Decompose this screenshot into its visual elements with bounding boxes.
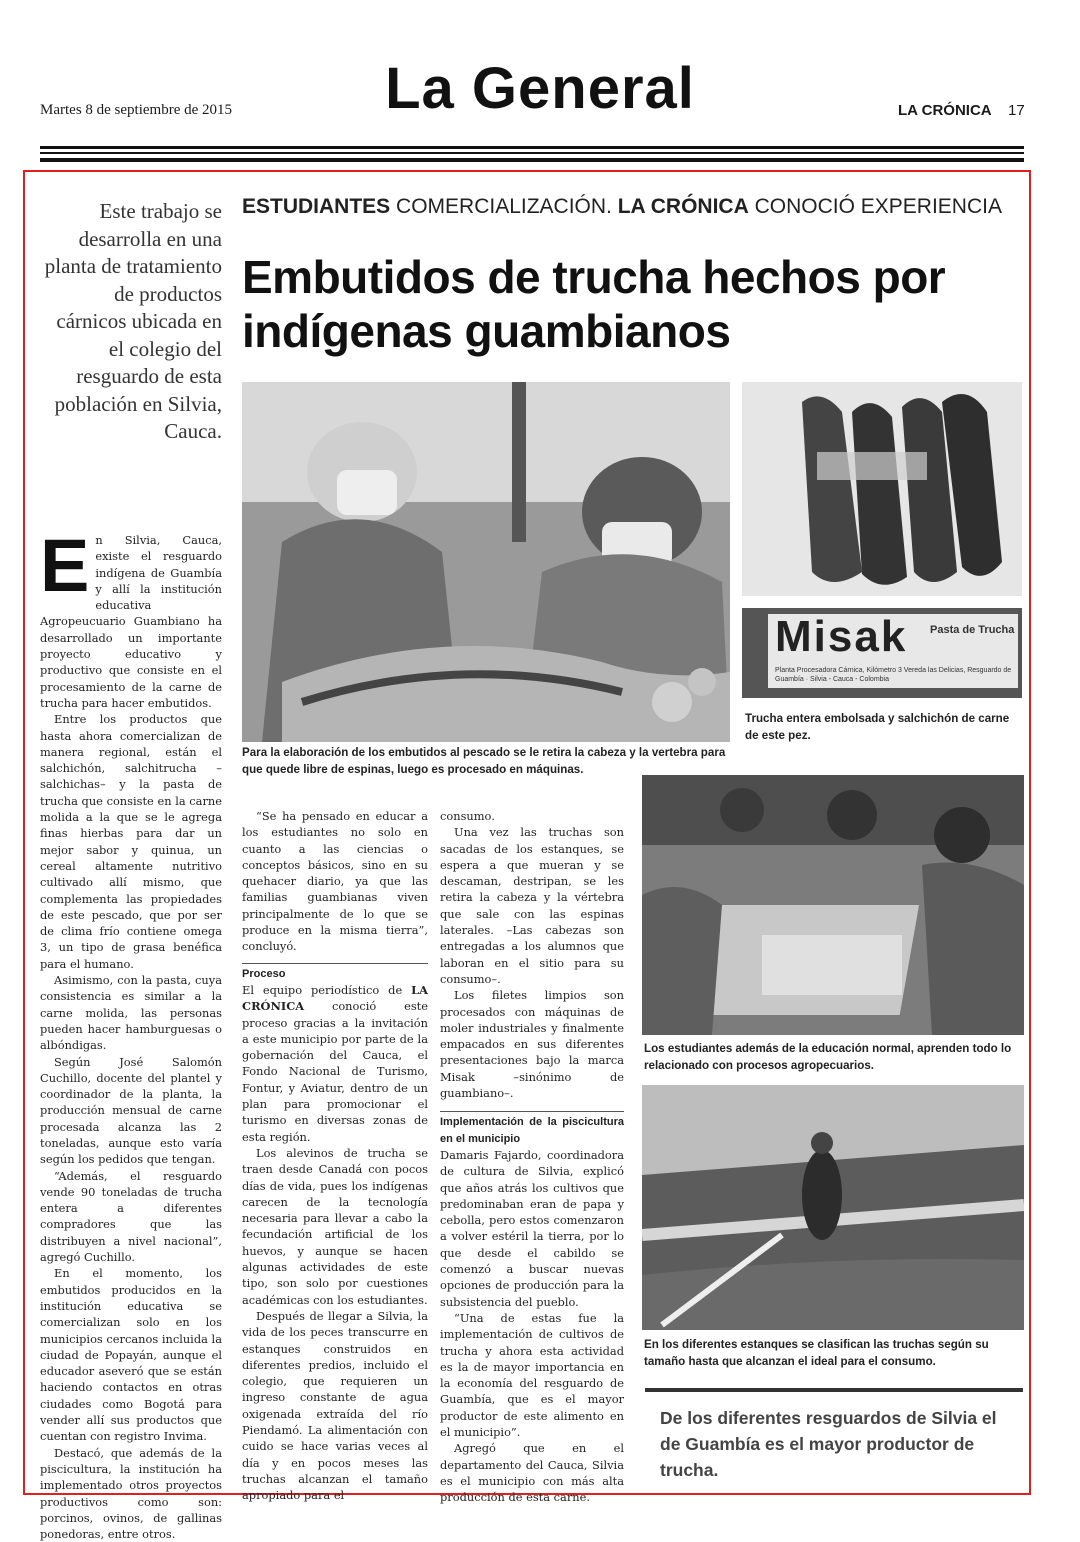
paragraph: Agregó que en el departamento del Cauca, Silvia es el municipio con más alta producción de esta carne. (440, 1441, 624, 1505)
students-photo (642, 775, 1024, 1035)
issue-date: Martes 8 de septiembre de 2015 (40, 102, 233, 118)
drop-cap: E (40, 524, 90, 607)
article-lead: Este trabajo se desarrolla en una planta de tratamiento de productos cárnicos ubicada en el colegio del resguardo de esta población en Silvia, Cauca. (44, 199, 222, 443)
subheading-proceso: Proceso (242, 963, 428, 982)
paragraph: “Además, el resguardo vende 90 toneladas de trucha entera a diferentes compradores que las distribuyen a nivel nacional”, agregó Cuchillo. (40, 1168, 222, 1265)
article-headline: Embutidos de trucha hechos por indígenas guambianos (242, 251, 946, 357)
section-title: La General (385, 56, 695, 121)
paragraph: En el momento, los embutidos producidos en la institución educativa se comercializan solo en los municipios cercanos incluida la ciudad de Popayán, aunque el educador aseveró que se están haciendo contactos en otras ciudades como Bogotá para vender allí sus productos que cuentan con registro Invima. (40, 1266, 222, 1444)
misak-label-address: Planta Procesadora Cárnica, Kilómetro 3 Vereda las Delicias, Resguardo de Guambía · Silvia - Cauca - Colombia (775, 667, 1012, 683)
article-column-3 (440, 808, 624, 1505)
article-column-2 (242, 808, 428, 1503)
misak-brand-logo: Misak (775, 612, 908, 661)
paragraph: Los filetes limpios son procesados con máquinas de moler industriales y finalmente empacados en sus diferentes presentaciones bajo la marca Misak –sinónimo de guambiano–. (440, 988, 624, 1101)
misak-product-name: Pasta de Trucha (930, 624, 1015, 636)
page-number: 17 (1008, 102, 1025, 119)
paragraph: Destacó, que además de la piscicultura, la institución ha implementado otros proyectos productivos como son: porcinos, ovinos, de gallinas ponedoras, entre otros. (40, 1445, 222, 1542)
article-kicker (242, 195, 1002, 219)
paragraph: Entre los productos que hasta ahora comercializan de manera regional, están el salchichón, salchitrucha –salchichas– y la pasta de trucha que consiste en la carne molida a la que se le agrega finas hierbas para dar un mejor sabor y quinua, un cereal altamente nutritivo cultivado allí mismo, que complementa las propiedades de este pescado, que por ser de clima frío contiene omega 3, un tipo de grasa benéfica para el humano. (40, 712, 222, 971)
ponds-photo-caption: En los diferentes estanques se clasifican las truchas según su tamaño hasta que alcanzan el ideal para el consumo. (644, 1338, 989, 1368)
paragraph: n Silvia, Cauca, existe el resguardo indígena de Guambía y allí la institución educativa Agropeucuario Guambiano ha desarrollado un importante proyecto educativo y productivo que consiste en el procesamiento de la carne de trucha para hacer embutidos. (40, 533, 222, 710)
paragraph-text: conoció este proceso gracias a la invitación a este municipio por parte de la gobernación del Cauca, el Fondo Nacional de Turismo, Fontur, y Aviatur, dentro de un plan para promocionar el turismo en diversas zonas de esta región. (242, 999, 428, 1144)
pullquote-rule (645, 1388, 1023, 1392)
main-photo-caption: Para la elaboración de los embutidos al pescado se le retira la cabeza y la vertebra para que quede libre de espinas, luego es procesado en máquinas. (242, 746, 726, 776)
paragraph: Damaris Fajardo, coordinadora de cultura de Silvia, explicó que años atrás los cultivos que predominaban eran de papa y cebolla, pero estos comenzaron a volver estéril la tierra, por lo que desde el cabildo se comenzó a buscar nuevas opciones de producción para la subsistencia del pueblo. (440, 1147, 624, 1309)
kicker-topic: COMERCIALIZACIÓN. (390, 195, 618, 218)
kicker-paper: LA CRÓNICA (617, 195, 749, 218)
paragraph (242, 982, 428, 1145)
header-rule (40, 158, 1024, 162)
paragraph: “Una de estas fue la implementación de cultivos de trucha y ahora esta actividad es la de mayor importancia en la economía del resguardo de Guambía, que es el mayor productor de este alimento en el municipio”. (440, 1310, 624, 1439)
paper-name-inline: LA CRÓNICA (242, 982, 428, 1014)
kicker-tag: ESTUDIANTES (242, 195, 391, 218)
paragraph: Asimismo, con la pasta, cuya consistencia es similar a la carne molida, las personas pueden hacer hamburguesas o albóndigas. (40, 973, 222, 1053)
main-photo (242, 382, 730, 742)
trout-photo-caption: Trucha entera embolsada y salchichón de carne de este pez. (745, 712, 1010, 742)
article-column-1 (40, 524, 222, 1542)
newspaper-name: LA CRÓNICA (898, 102, 992, 119)
paragraph: Los alevinos de trucha se traen desde Canadá con pocos días de vida, pues los indígenas carecen de la tecnología necesaria para llevar a cabo la fecundación artificial de los huevos, y aunque se hacen algunas actividades de este tipo, son solo por cuestiones académicas con los estudiantes. (242, 1145, 428, 1307)
subheading-piscicultura: Implementación de la piscicultura en el municipio (440, 1111, 624, 1147)
header-rule (40, 146, 1024, 149)
header-rule (40, 152, 1024, 154)
pull-quote: De los diferentes resguardos de Silvia el de Guambía es el mayor productor de trucha. (660, 1408, 997, 1480)
ponds-photo (642, 1085, 1024, 1330)
students-photo-caption: Los estudiantes además de la educación normal, aprenden todo lo relacionado con procesos agropecuarios. (644, 1042, 1012, 1072)
paragraph: “Se ha pensado en educar a los estudiantes no solo en cuanto a las ciencias o conceptos básicos, sino en su quehacer diario, ya que las familias guambianas viven principalmente de lo que se produce en la misma tierra”, concluyó. (242, 809, 428, 954)
trout-bag-photo (742, 382, 1022, 596)
paragraph: Según José Salomón Cuchillo, docente del plantel y coordinador de la planta, la producción mensual de carne procesada alcanza las 2 toneladas, aunque esto varía según los pedidos que tengan. (40, 1054, 222, 1167)
paragraph: Una vez las truchas son sacadas de los estanques, se espera a que mueran y se descaman, destripan, se les retira la cabeza y la vértebra que sale con las espinas laterales. –Las cabezas son entregadas a los alumnos que laboran en el sitio para su consumo–. (440, 825, 624, 986)
paragraph: consumo. (440, 809, 495, 823)
kicker-topic-2: CONOCIÓ EXPERIENCIA (748, 195, 1002, 218)
paragraph: Después de llegar a Silvia, la vida de los peces transcurre en estanques construidos en diferentes predios, incluido el colegio, que requieren un ingreso constante de agua oxigenada extraída del río Piendamó. La alimentación con cuido se hace varias veces al día y en pocos meses las truchas alcanzan el tamaño apropiado para el (242, 1308, 428, 1503)
paragraph-text: El equipo periodístico de (242, 982, 412, 997)
